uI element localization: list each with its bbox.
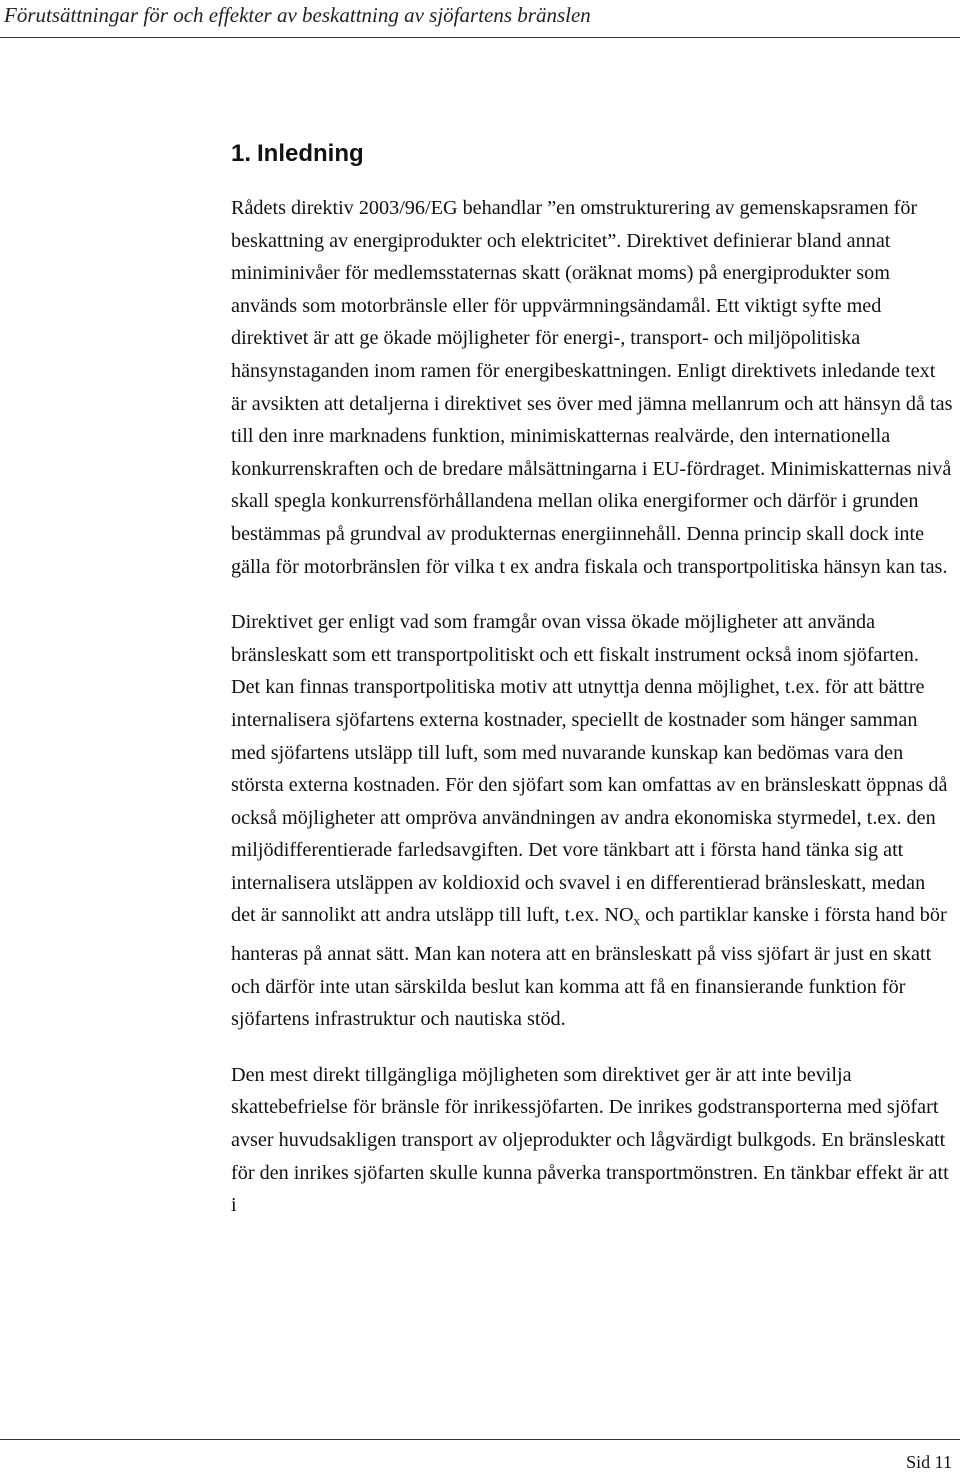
paragraph-3: Den mest direkt tillgängliga möjligheten som direktivet ger är att inte bevilja skattebefrielse för bränsle för inrikessjöfarten. De inrikes godstransporterna med sjöfart avser huvudsakligen transport av oljeprodukter och lågvärdigt bulkgods. En bränsleskatt för den inrikes sjöfarten skulle kunna påverka transportmönstren. En tänkbar effekt är att i — [231, 1063, 949, 1217]
paragraph-2 — [231, 606, 953, 1036]
subscript-x: x — [633, 913, 641, 929]
header-divider — [0, 37, 960, 38]
document-title: Förutsättningar för och effekter av beskattning av sjöfartens bränslen — [4, 3, 591, 27]
paragraph-2-text-b: och partiklar kanske i första hand bör hanteras på annat sätt. Man kan notera att en bränsleskatt på viss sjöfart är just en skatt och därför inte utan särskilda beslut kan komma att få en finansierande funktion för sjöfartens infrastruktur och nautiska stöd. — [231, 904, 947, 1031]
paragraph-2-text-a: Direktivet ger enligt vad som framgår ovan vissa ökade möjligheter att använda bränsleskatt som ett transportpolitiskt och ett fiskalt instrument också inom sjöfarten. Det kan finnas transportpolitiska motiv att utnyttja denna möjlighet, t.ex. för att bättre internalisera sjöfartens externa kostnader, speciellt de kostnader som hänger samman med sjöfartens utsläpp till luft, som med nuvarande kunskap kan bedömas vara den största externa kostnaden. För den sjöfart som kan omfattas av en bränsleskatt öppnas då också möjligheter att ompröva användningen av andra ekonomiska styrmedel, t.ex. den miljödifferentierade farledsavgiften. Det vore tänkbart att i första hand tänka sig att internalisera utsläppen av koldioxid och svavel i en differentierad bränsleskatt, medan det är sannolikt att andra utsläpp till luft, t.ex. NO — [231, 611, 948, 927]
running-header — [0, 0, 960, 38]
page-number: Sid 11 — [906, 1452, 952, 1472]
footer-divider — [0, 1439, 960, 1440]
page-body — [231, 138, 953, 1245]
section-heading — [231, 138, 953, 170]
paragraph-1: Rådets direktiv 2003/96/EG behandlar ”en omstrukturering av gemenskapsramen för beskattning av energiprodukter och elektricitet”. Direktivet definierar bland annat miniminivåer för medlemsstaternas skatt (oräknat moms) på energiprodukter som används som motorbränsle eller för uppvärmningsändamål. Ett viktigt syfte med direktivet är att ge ökade möjligheter för energi-, transport- och miljöpolitiska hänsynstaganden inom ramen för energibeskattningen. Enligt direktivets inledande text är avsikten att detaljerna i direktivet ses över med jämna mellanrum och att hänsyn då tas till den inre marknadens funktion, minimiskatternas realvärde, den internationella konkurrenskraften och de bredare målsättningarna i EU-fördraget. Minimiskatternas nivå skall spegla konkurrensförhållandena mellan olika energiformer och därför i grunden bestämmas på grundval av produkternas energiinnehåll. Denna princip skall dock inte gälla för motorbränslen för vilka t ex andra fiskala och transportpolitiska hänsyn kan tas. — [231, 197, 953, 578]
section-title: Inledning — [257, 140, 364, 167]
section-number: 1. — [231, 140, 252, 167]
